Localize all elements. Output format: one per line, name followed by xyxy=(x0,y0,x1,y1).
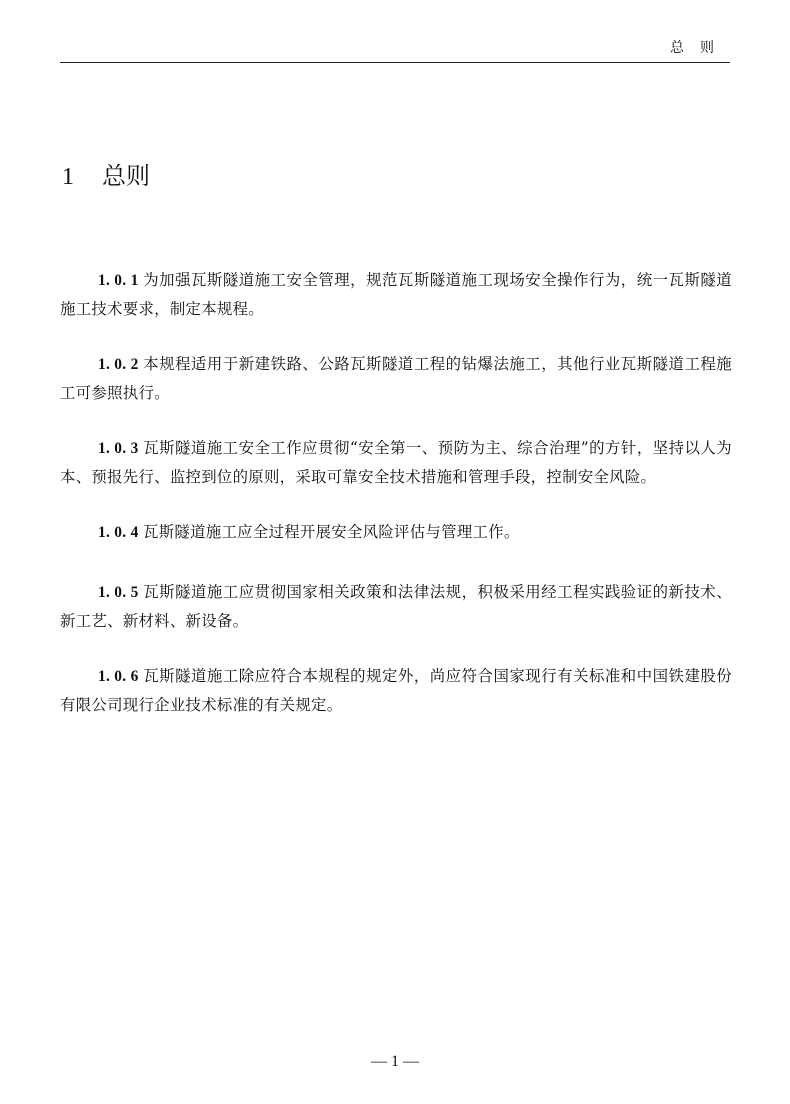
running-header: 总则 xyxy=(670,40,730,56)
clause-text: 瓦斯隧道施工应全过程开展安全风险评估与管理工作。 xyxy=(143,523,520,541)
clause-number: 1. 0. 5 xyxy=(98,584,139,601)
clause-1-0-3 xyxy=(60,434,732,492)
header-rule xyxy=(60,62,730,63)
clause-text: 瓦斯隧道施工应贯彻国家相关政策和法律法规，积极采用经工程实践验证的新技术、新工艺、新材料、新设备。 xyxy=(60,583,732,630)
clause-1-0-2 xyxy=(60,350,732,408)
clause-1-0-5 xyxy=(60,578,732,636)
clause-1-0-6 xyxy=(60,662,732,720)
clause-text: 瓦斯隧道施工除应符合本规程的规定外，尚应符合国家现行有关标准和中国铁建股份有限公司现行企业技术标准的有关规定。 xyxy=(60,667,732,714)
clause-1-0-4 xyxy=(60,518,732,547)
clause-text: 为加强瓦斯隧道施工安全管理，规范瓦斯隧道施工现场安全操作行为，统一瓦斯隧道施工技术要求，制定本规程。 xyxy=(60,271,732,318)
clause-text: 本规程适用于新建铁路、公路瓦斯隧道工程的钻爆法施工，其他行业瓦斯隧道工程施工可参照执行。 xyxy=(60,355,732,402)
clause-number: 1. 0. 2 xyxy=(98,356,139,373)
clause-number: 1. 0. 3 xyxy=(98,440,139,457)
chapter-title-text: 总则 xyxy=(102,162,150,190)
clause-number: 1. 0. 4 xyxy=(98,524,139,541)
clause-1-0-1 xyxy=(60,266,732,324)
chapter-number: 1 xyxy=(62,164,74,190)
clause-number: 1. 0. 6 xyxy=(98,668,139,685)
chapter-title xyxy=(62,160,150,193)
page-number: — 1 — xyxy=(371,1053,419,1070)
clause-text: 瓦斯隧道施工安全工作应贯彻“安全第一、预防为主、综合治理”的方针，坚持以人为本、预报先行、监控到位的原则，采取可靠安全技术措施和管理手段，控制安全风险。 xyxy=(60,439,732,486)
clause-list xyxy=(60,266,732,746)
clause-number: 1. 0. 1 xyxy=(98,272,139,289)
